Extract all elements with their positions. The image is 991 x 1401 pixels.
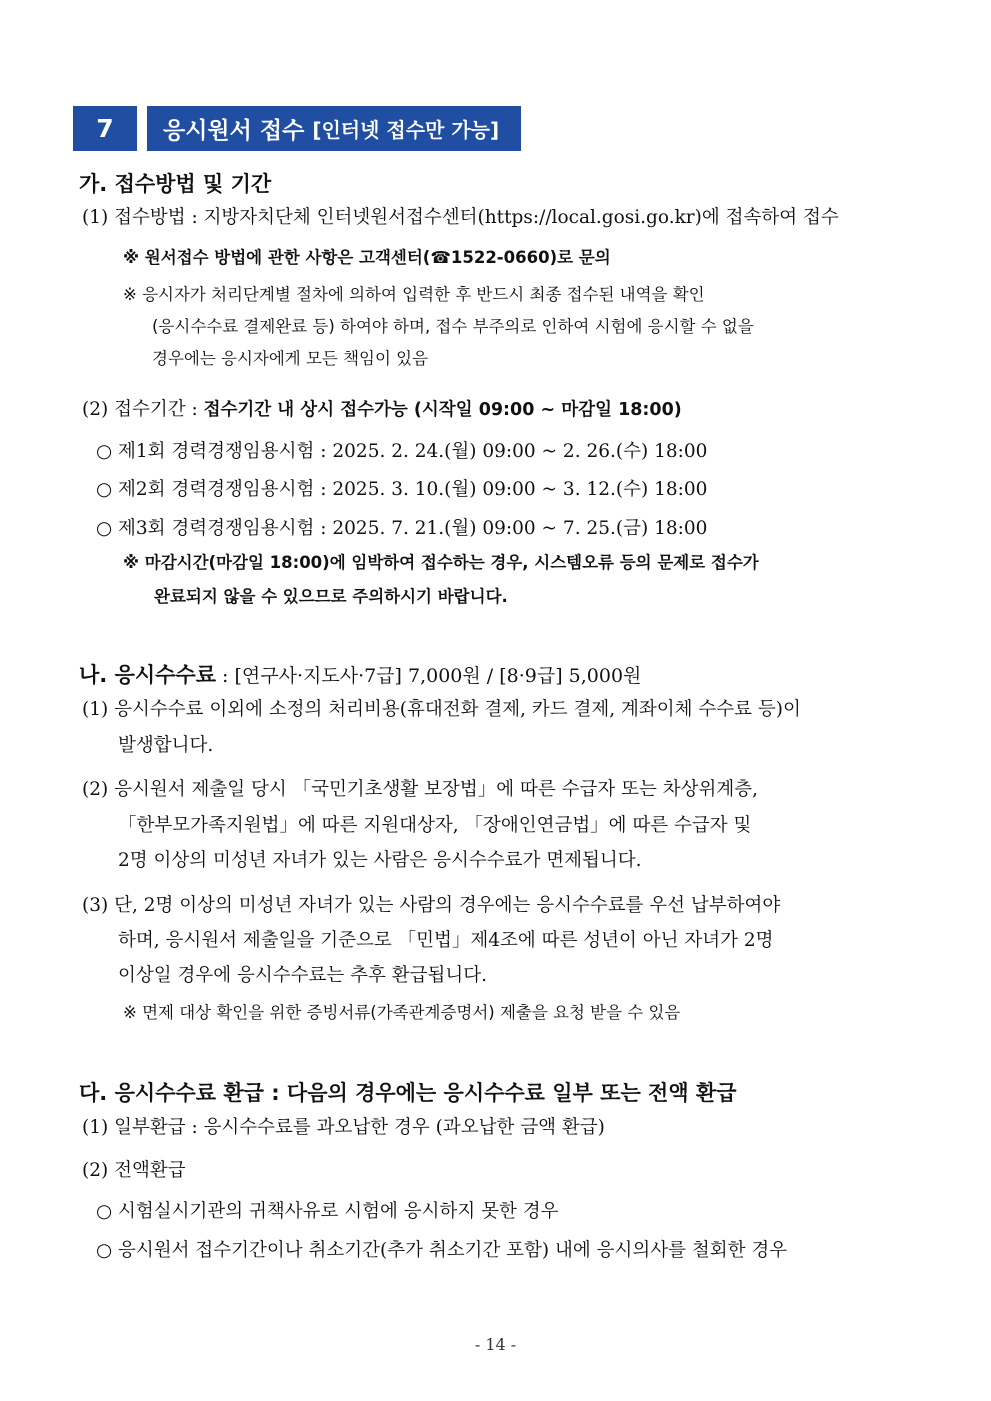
heading-na-title: 나. 응시수수료 (79, 663, 217, 687)
refund-partial: (1) 일부환급 : 응시수수료를 과오납한 경우 (과오납한 금액 환급) (82, 1117, 605, 1138)
refund-full-item-1: ○ 시험실시기관의 귀책사유로 시험에 응시하지 못한 경우 (96, 1201, 559, 1222)
deadline-note-l1: ※ 마감시간(마감일 18:00)에 임박하여 접수하는 경우, 시스템오류 등의 문제로 접수가 (123, 553, 759, 572)
note-confirm-l3: 경우에는 응시자에게 모든 책임이 있음 (152, 349, 429, 368)
period-label: (2) 접수기간 : (82, 399, 204, 420)
note-confirm-l2: (응시수수료 결제완료 등) 하여야 하며, 접수 부주의로 인하여 시험에 응시할 수 없을 (152, 317, 754, 336)
section-number: 7 (73, 106, 137, 151)
fee-amounts: : [연구사·지도사·7급] 7,000원 / [8·9급] 5,000원 (216, 665, 642, 687)
heading-da: 다. 응시수수료 환급 : 다음의 경우에는 응시수수료 일부 또는 전액 환급 (79, 1081, 737, 1105)
period-line (82, 399, 682, 421)
section-title: 응시원서 접수 (163, 118, 305, 144)
refund-full: (2) 전액환급 (82, 1160, 186, 1181)
fee-p3-l3: 이상일 경우에 응시수수료는 추후 환급됩니다. (118, 965, 487, 986)
heading-ga: 가. 접수방법 및 기간 (79, 172, 272, 196)
fee-p2-l2: 「한부모가족지원법」에 따른 지원대상자, 「장애인연금법」에 따른 수급자 및 (118, 815, 752, 836)
period-value: 접수기간 내 상시 접수가능 (시작일 09:00 ~ 마감일 18:00) (203, 400, 682, 420)
page-number: - 14 - (474, 1335, 517, 1354)
note-confirm-l1: ※ 응시자가 처리단계별 절차에 의하여 입력한 후 반드시 최종 접수된 내역을 확인 (123, 285, 705, 304)
deadline-note-l2: 완료되지 않을 수 있으므로 주의하시기 바랍니다. (154, 587, 508, 606)
fee-p1-l1: (1) 응시수수료 이외에 소정의 처리비용(휴대전화 결제, 카드 결제, 계좌이체 수수료 등)이 (82, 699, 801, 720)
fee-p2-l3: 2명 이상의 미성년 자녀가 있는 사람은 응시수수료가 면제됩니다. (118, 850, 642, 871)
note-contact: ※ 원서접수 방법에 관한 사항은 고객센터(☎1522-0660)로 문의 (123, 248, 611, 267)
fee-p3-l1: (3) 단, 2명 이상의 미성년 자녀가 있는 사람의 경우에는 응시수수료를 우선 납부하여야 (82, 895, 781, 916)
schedule-item-2: ○ 제2회 경력경쟁임용시험 : 2025. 3. 10.(월) 09:00 ~ 3. 12.(수) 18:00 (96, 479, 708, 500)
method-line: (1) 접수방법 : 지방자치단체 인터넷원서접수센터(https://local.gosi.go.kr)에 접속하여 접수 (82, 207, 839, 228)
fee-p1-l2: 발생합니다. (118, 735, 214, 756)
heading-na (79, 659, 641, 689)
schedule-item-3: ○ 제3회 경력경쟁임용시험 : 2025. 7. 21.(월) 09:00 ~ 7. 25.(금) 18:00 (96, 518, 708, 539)
fee-note: ※ 면제 대상 확인을 위한 증빙서류(가족관계증명서) 제출을 요청 받을 수 있음 (123, 1003, 681, 1022)
section-title-box (147, 106, 521, 151)
refund-full-item-2: ○ 응시원서 접수기간이나 취소기간(추가 취소기간 포함) 내에 응시의사를 철회한 경우 (96, 1240, 788, 1261)
section-subtitle: [인터넷 접수만 가능] (312, 118, 500, 142)
schedule-item-1: ○ 제1회 경력경쟁임용시험 : 2025. 2. 24.(월) 09:00 ~ 2. 26.(수) 18:00 (96, 441, 708, 462)
section-header (73, 106, 521, 151)
fee-p2-l1: (2) 응시원서 제출일 당시 「국민기초생활 보장법」에 따른 수급자 또는 차상위계층, (82, 779, 759, 800)
fee-p3-l2: 하며, 응시원서 제출일을 기준으로 「민법」제4조에 따른 성년이 아닌 자녀가 2명 (118, 930, 774, 951)
